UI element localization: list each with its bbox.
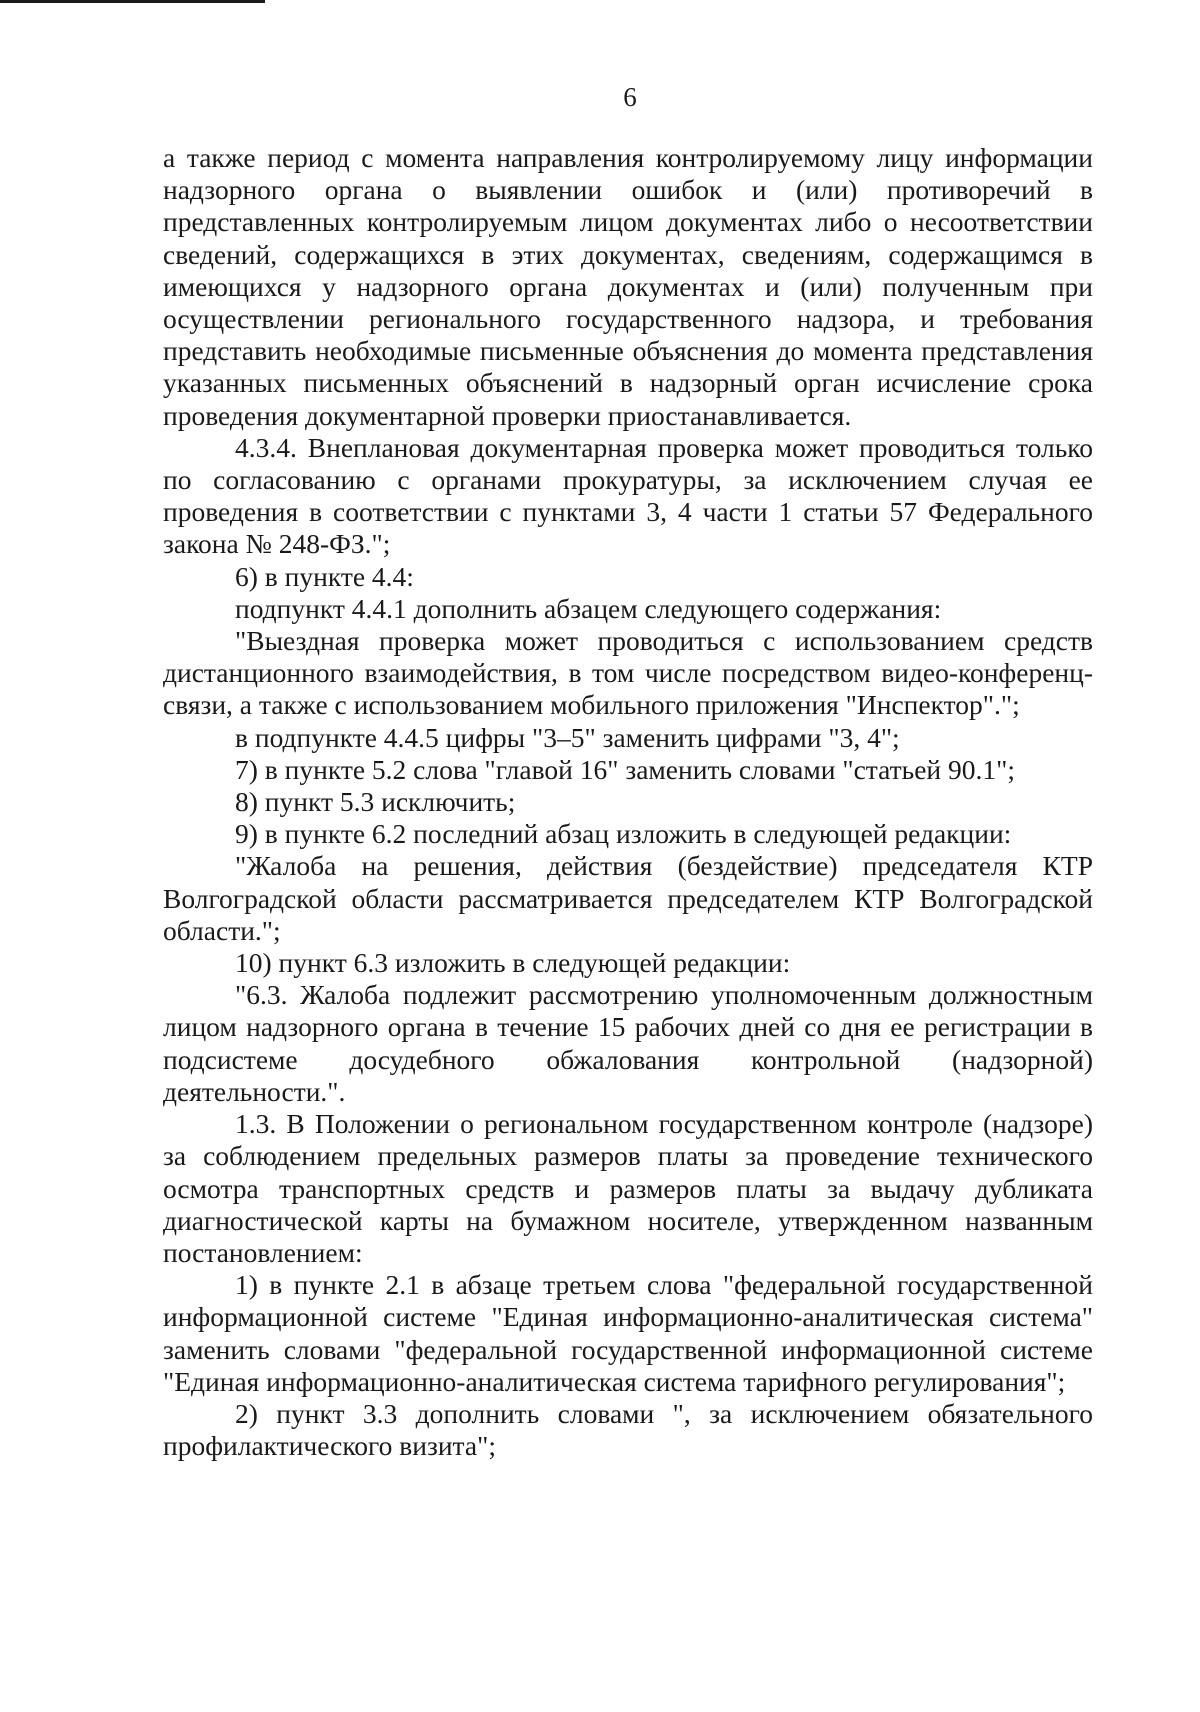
page-number: 6	[623, 82, 637, 112]
paragraph: 2) пункт 3.3 дополнить словами ", за исключением обязательного профилактического визита";	[163, 1397, 1093, 1462]
paragraph: "6.3. Жалоба подлежит рассмотрению уполномоченным должностным лицом надзорного органа в течение 15 рабочих дней со дня ее регистрации в подсистеме досудебного обжалования контрольной (надзорной) деятельности.".	[163, 979, 1093, 1107]
paragraph: "Выездная проверка может проводиться с использованием средств дистанционного взаимодействия, в том числе посредством видео-конференц-связи, а также с использованием мобильного приложения "Инспектор".";	[163, 625, 1093, 721]
paragraph: 7) в пункте 5.2 слова "главой 16" заменить словами "статьей 90.1";	[235, 753, 1016, 785]
paragraph: 6) в пункте 4.4:	[235, 560, 414, 592]
paragraph: 10) пункт 6.3 изложить в следующей редакции:	[235, 947, 791, 979]
document-body	[163, 142, 1093, 1462]
paragraph: 4.3.4. Внеплановая документарная проверка может проводиться только по согласованию с органами прокуратуры, за исключением случая ее проведения в соответствии с пунктами 3, 4 части 1 статьи 57 Федерального закона № 248-ФЗ.";	[163, 431, 1093, 560]
scan-edge-mark	[0, 0, 265, 3]
paragraph: 9) в пункте 6.2 последний абзац изложить в следующей редакции:	[235, 818, 1012, 850]
paragraph: 1) в пункте 2.1 в абзаце третьем слова "федеральной государственной информационной системе "Единая информационно-аналитическая система" заменить словами "федеральной государственной информационной системе "Единая информационно-аналитическая система тарифного регулирования";	[163, 1269, 1093, 1397]
paragraph: 1.3. В Положении о региональном государственном контроле (надзоре) за соблюдением предельных размеров платы за проведение технического осмотра транспортных средств и размеров платы за выдачу дубликата диагностической карты на бумажном носителе, утвержденном названным постановлением:	[163, 1108, 1093, 1268]
paragraph: а также период с момента направления контролируемому лицу информации надзорного органа о выявлении ошибок и (или) противоречий в представленных контролируемым лицом документах либо о несоответствии сведений, содержащихся в этих документах, сведениям, содержащимся в имеющихся у надзорного органа документах и (или) полученным при осуществлении регионального государственного надзора, и требования представить необходимые письменные объяснения до момента представления указанных письменных объяснений в надзорный орган исчисление срока проведения документарной проверки приостанавливается.	[163, 142, 1093, 431]
paragraph: в подпункте 4.4.5 цифры "3–5" заменить цифрами "3, 4";	[235, 721, 900, 753]
paragraph: 8) пункт 5.3 исключить;	[235, 786, 516, 818]
paragraph: "Жалоба на решения, действия (бездействие) председателя КТР Волгоградской области рассматривается председателем КТР Волгоградской области.";	[163, 850, 1093, 946]
paragraph: подпункт 4.4.1 дополнить абзацем следующего содержания:	[235, 592, 942, 624]
